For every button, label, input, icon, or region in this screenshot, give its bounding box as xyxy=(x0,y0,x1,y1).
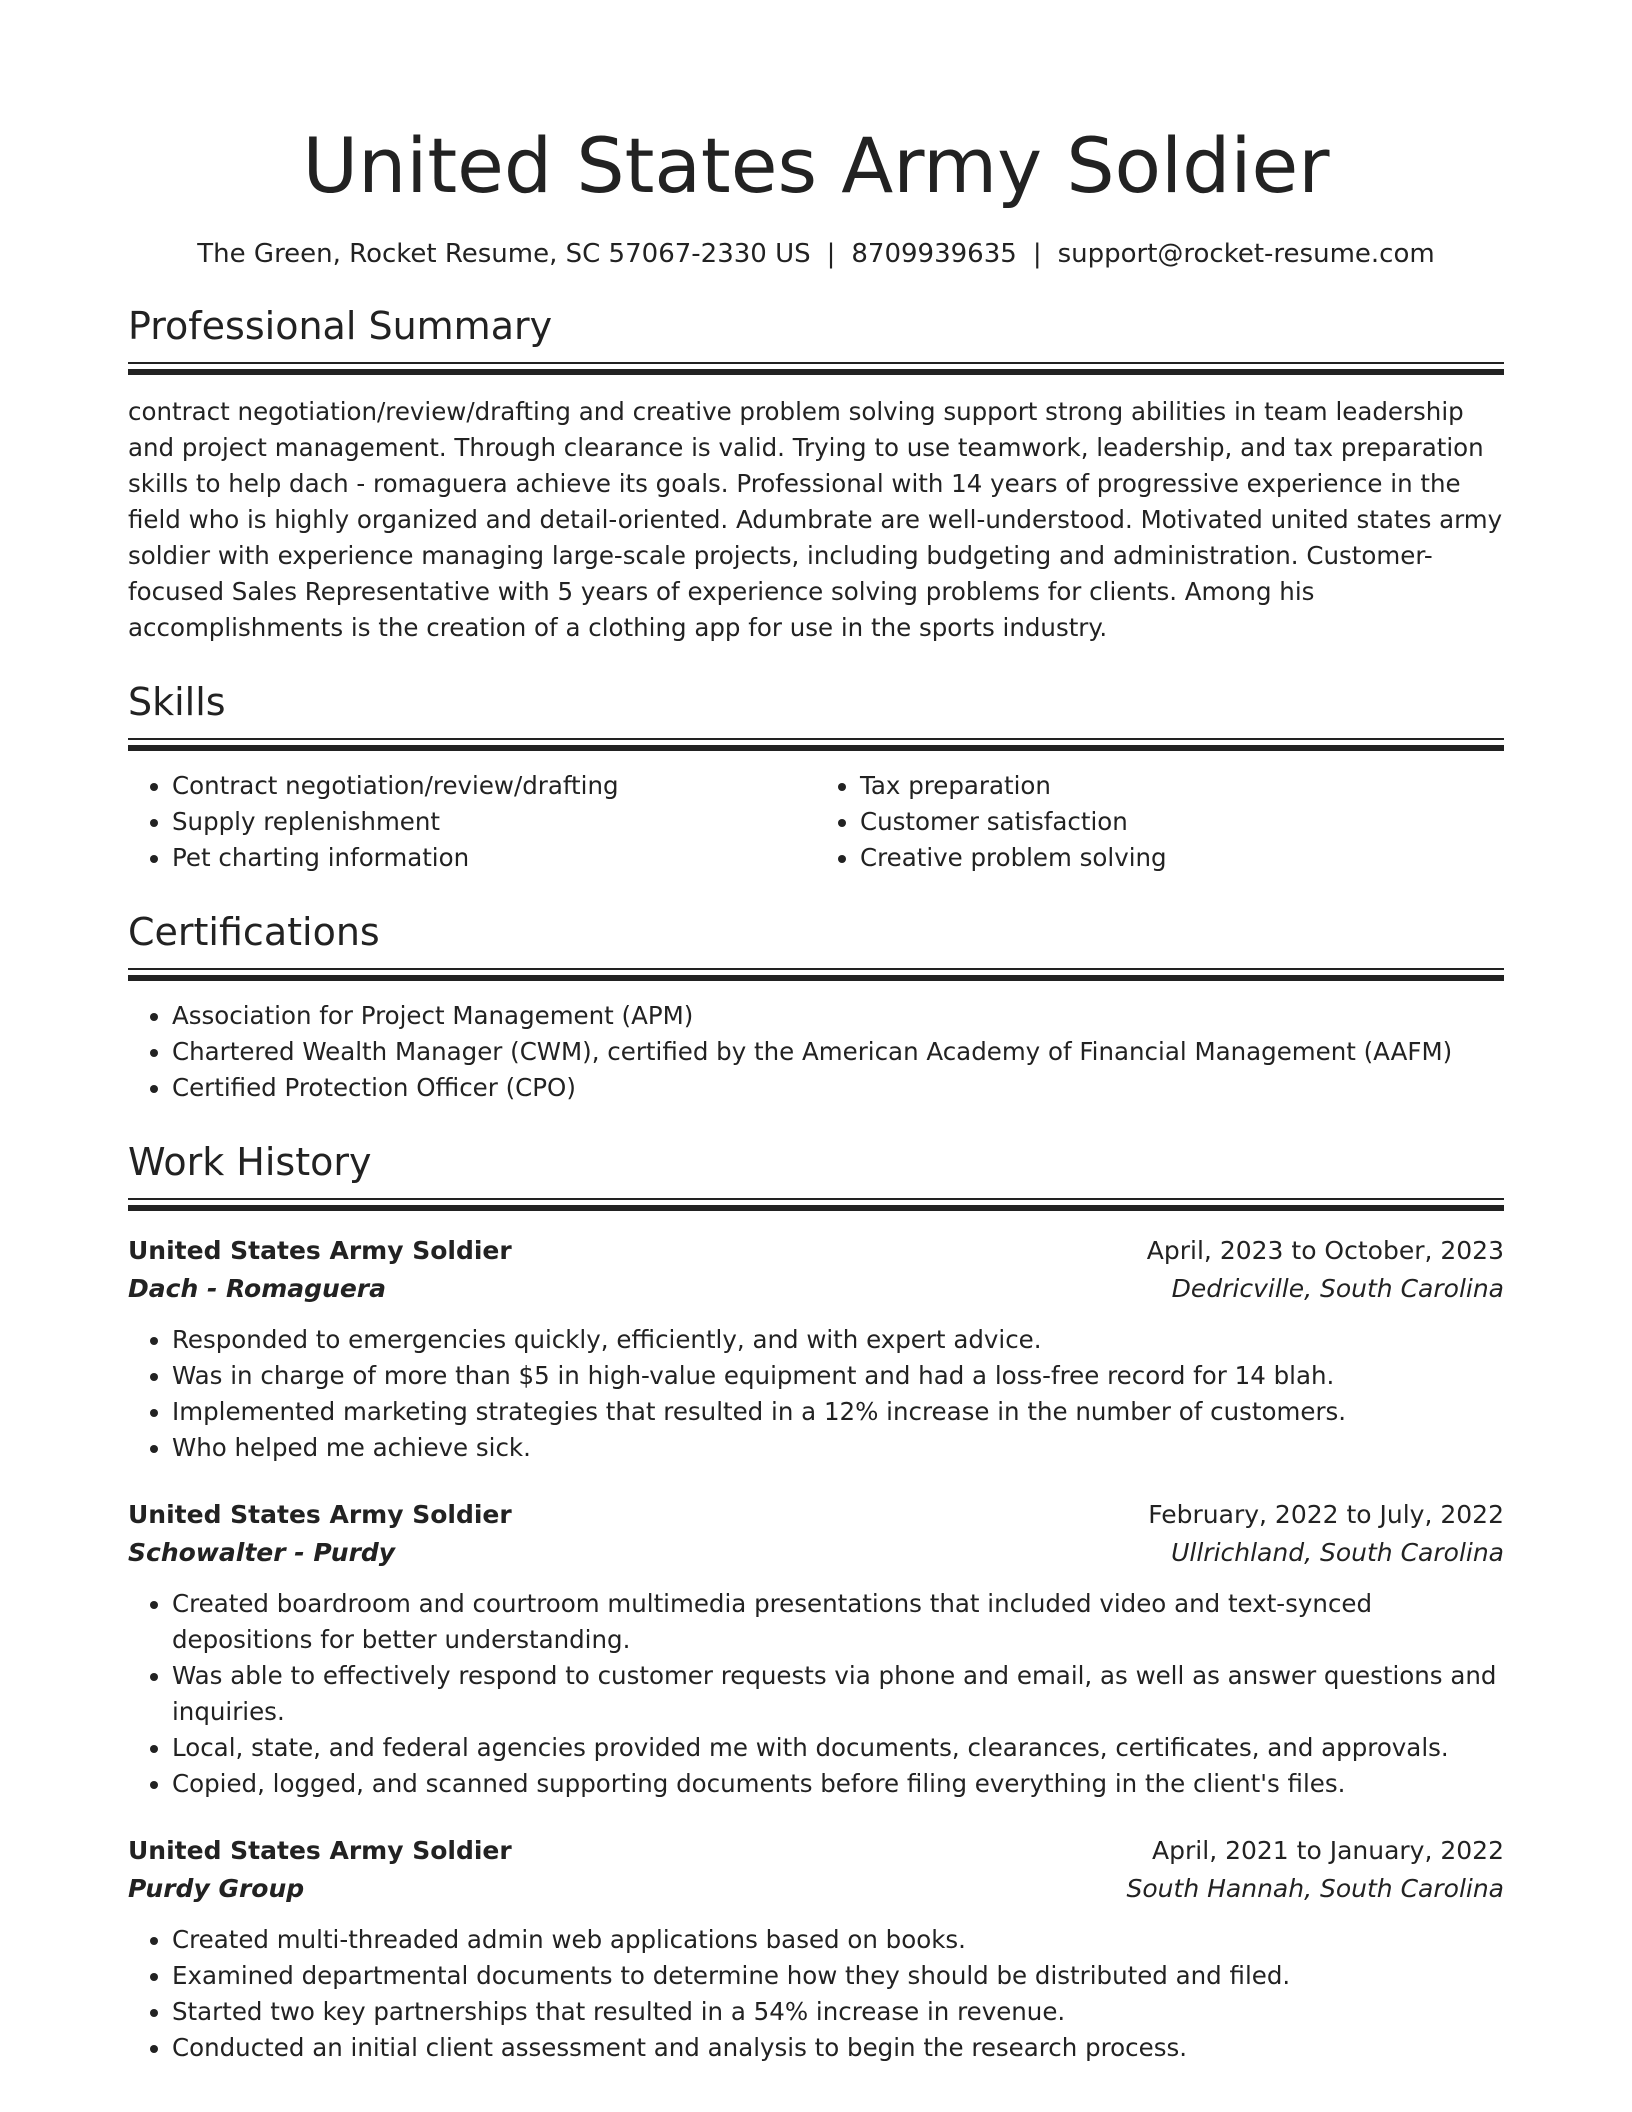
certification-item: • Association for Project Management (APM) xyxy=(172,998,1504,1034)
skill-item: • Tax preparation xyxy=(860,768,1504,804)
job-bullet: • Started two key partnerships that resulted in a 54% increase in revenue. xyxy=(172,1994,1504,2030)
job-company: Purdy Group xyxy=(128,1874,305,1903)
job-bullet: • Copied, logged, and scanned supporting documents before filing everything in the client's files. xyxy=(172,1766,1504,1802)
job-company: Schowalter - Purdy xyxy=(128,1538,396,1567)
section-title-certifications: Certifications xyxy=(128,910,380,954)
contact-address: The Green, Rocket Resume, SC 57067-2330 US xyxy=(197,239,811,269)
skills-columns xyxy=(128,768,1504,876)
job-dates: April, 2021 to January, 2022 xyxy=(1152,1836,1504,1865)
job-location: South Hannah, South Carolina xyxy=(1126,1874,1504,1903)
certifications-list xyxy=(128,998,1504,1106)
contact-email: support@rocket-resume.com xyxy=(1057,239,1435,269)
summary-text: contract negotiation/review/drafting and creative problem solving support strong abilities in team leadership and project management. Through clearance is valid. Trying to use teamwork, leadership, and tax preparation skills to help dach - romaguera achieve its goals. Professional with 14 years of progressive experience in the field who is highly organized and detail-oriented. Adumbrate are well-understood. Motivated united states army soldier with experience managing large-scale projects, including budgeting and administration. Customer-focused Sales Representative with 5 years of experience solving problems for clients. Among his accomplishments is the creation of a clothing app for use in the sports industry. xyxy=(128,397,1503,642)
job-entry xyxy=(128,1832,1504,2066)
job-entry xyxy=(128,1496,1504,1802)
job-header-row xyxy=(128,1496,1504,1534)
skills-section xyxy=(128,678,1504,876)
job-location: Ullrichland, South Carolina xyxy=(1171,1538,1504,1567)
job-bullet: • Created multi-threaded admin web applications based on books. xyxy=(172,1922,1504,1958)
job-bullet: • Who helped me achieve sick. xyxy=(172,1430,1504,1466)
skills-list-left xyxy=(128,768,816,876)
contact-line xyxy=(128,236,1504,272)
certification-item: • Certified Protection Officer (CPO) xyxy=(172,1070,1504,1106)
job-bullets xyxy=(128,1322,1504,1466)
skill-item: • Contract negotiation/review/drafting xyxy=(172,768,816,804)
job-subheader-row xyxy=(128,1270,1504,1308)
resume-name: United States Army Soldier xyxy=(302,121,1330,210)
job-header-row xyxy=(128,1232,1504,1270)
certifications-section xyxy=(128,908,1504,1106)
job-title: United States Army Soldier xyxy=(128,1836,512,1865)
job-bullet: • Examined departmental documents to determine how they should be distributed and filed. xyxy=(172,1958,1504,1994)
section-divider xyxy=(128,1198,1504,1212)
summary-section xyxy=(128,302,1504,646)
section-divider xyxy=(128,738,1504,752)
job-dates: April, 2023 to October, 2023 xyxy=(1146,1236,1504,1265)
contact-phone: 8709939635 xyxy=(851,239,1017,269)
job-bullet: • Was in charge of more than $5 in high-value equipment and had a loss-free record for 14 blah. xyxy=(172,1358,1504,1394)
job-entry xyxy=(128,1232,1504,1466)
contact-separator: | xyxy=(1032,239,1042,269)
section-title-work-history: Work History xyxy=(128,1140,372,1184)
job-header-row xyxy=(128,1832,1504,1870)
job-bullet: • Implemented marketing strategies that resulted in a 12% increase in the number of customers. xyxy=(172,1394,1504,1430)
job-subheader-row xyxy=(128,1534,1504,1572)
job-bullets xyxy=(128,1586,1504,1802)
section-title-summary: Professional Summary xyxy=(128,304,553,348)
work-history-section xyxy=(128,1138,1504,2066)
job-bullet: • Was able to effectively respond to customer requests via phone and email, as well as answer questions and inquiries. xyxy=(172,1658,1504,1730)
section-title-skills: Skills xyxy=(128,680,226,724)
job-subheader-row xyxy=(128,1870,1504,1908)
skill-item: • Creative problem solving xyxy=(860,840,1504,876)
job-bullet: • Responded to emergencies quickly, efficiently, and with expert advice. xyxy=(172,1322,1504,1358)
job-title: United States Army Soldier xyxy=(128,1500,512,1529)
skill-item: • Pet charting information xyxy=(172,840,816,876)
job-bullet: • Created boardroom and courtroom multimedia presentations that included video and text-synced depositions for better understanding. xyxy=(172,1586,1504,1658)
section-divider xyxy=(128,968,1504,982)
certification-item: • Chartered Wealth Manager (CWM), certified by the American Academy of Financial Management (AAFM) xyxy=(172,1034,1504,1070)
skills-list-right xyxy=(816,768,1504,876)
skill-item: • Supply replenishment xyxy=(172,804,816,840)
job-company: Dach - Romaguera xyxy=(128,1274,386,1303)
job-bullet: • Local, state, and federal agencies provided me with documents, clearances, certificates, and approvals. xyxy=(172,1730,1504,1766)
section-divider xyxy=(128,362,1504,376)
job-bullets xyxy=(128,1922,1504,2066)
skill-item: • Customer satisfaction xyxy=(860,804,1504,840)
job-title: United States Army Soldier xyxy=(128,1236,512,1265)
contact-separator: | xyxy=(826,239,836,269)
job-dates: February, 2022 to July, 2022 xyxy=(1148,1500,1504,1529)
job-location: Dedricville, South Carolina xyxy=(1171,1274,1504,1303)
job-bullet: • Conducted an initial client assessment and analysis to begin the research process. xyxy=(172,2030,1504,2066)
